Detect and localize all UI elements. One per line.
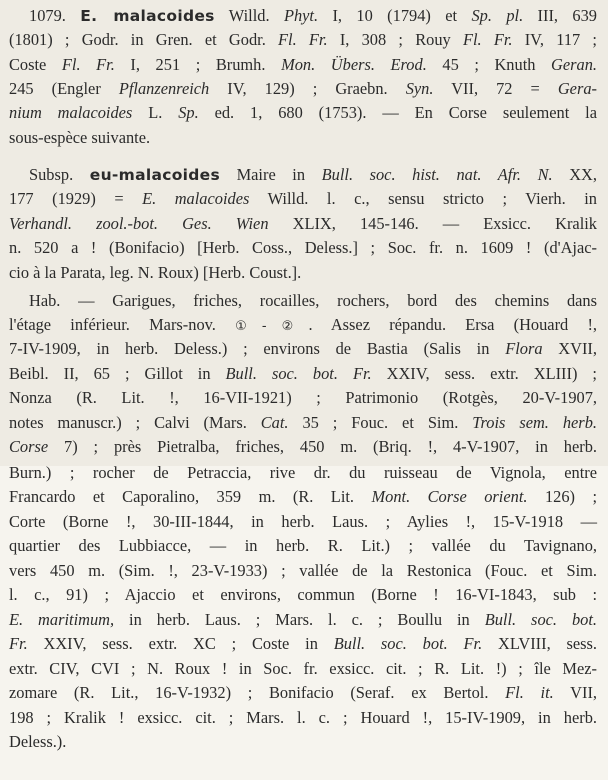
text-line (9, 261, 597, 285)
text-run: l'étage inférieur. Mars-nov. (9, 315, 236, 334)
text-line (9, 362, 597, 386)
text-run: 45 ; Knuth (426, 55, 552, 74)
text-run: VII, (553, 683, 597, 702)
text-line (9, 187, 597, 211)
text-run: Nonza (R. Lit. !, 16-VII-1921) ; Patrimonio (Rotgès, 20-V-1907, (9, 388, 597, 407)
text-line (9, 101, 597, 125)
text-run: I, 308 ; Rouy (327, 30, 463, 49)
entry-number: 1079. (29, 6, 66, 25)
text-run: 177 (1929) = (9, 189, 143, 208)
italic-run: Fl. Fr. (61, 55, 115, 74)
italic-run: Fl. Fr. (278, 30, 328, 49)
italic-run: Syn. (405, 79, 434, 98)
text-run: 198 ; Kralik ! exsicc. cit. ; Mars. l. c. ; Houard !, 15-IV-1909, in herb. (9, 708, 597, 727)
text-run: XX, (552, 165, 597, 184)
text-run: sous-espèce suivante. (9, 128, 151, 147)
italic-run: Corse (9, 437, 49, 456)
text-run: (1801) ; Godr. in Gren. et Godr. (9, 30, 279, 49)
text-run: l. c., 91) ; Ajaccio et environs, commun (Borne ! 16-VI-1843, sub : (9, 585, 597, 604)
italic-run: Bull. soc. bot. (484, 610, 597, 629)
text-line (9, 4, 597, 28)
text-run: XLVIII, sess. (482, 634, 598, 653)
italic-run: Bull. soc. bot. Fr. (333, 634, 483, 653)
text-run: Willd. l. c., sensu stricto ; Vierh. in (249, 189, 597, 208)
text-line (9, 657, 597, 681)
text-run: n. 520 a ! (Bonifacio) [Herb. Coss., Deless.] ; Soc. fr. n. 1609 ! (d'Ajac- (9, 238, 597, 257)
italic-run: Flora (505, 339, 543, 358)
text-line (9, 681, 597, 705)
text-run: XLIX, 145-146. — Exsicc. Kralik (268, 214, 597, 233)
italic-run: Bull. soc. hist. nat. Afr. N. (321, 165, 553, 184)
text-line (9, 53, 597, 77)
text-line (9, 411, 597, 435)
text-run: 7) ; près Pietralba, friches, 450 m. (Briq. !, 4-V-1907, in herb. (48, 437, 597, 456)
italic-run: Bull. soc. bot. Fr. (225, 364, 372, 383)
text-line (9, 485, 597, 509)
text-run: cio à la Parata, leg. N. Roux) [Herb. Coust.]. (9, 263, 302, 282)
text-run: quartier des Lubbiacce, — in herb. R. Lit.) ; vallée du Tavignano, (9, 536, 597, 555)
text-run: L. (132, 103, 179, 122)
text-line (9, 337, 597, 361)
text-line (9, 730, 597, 754)
text-line (9, 583, 597, 607)
text-run: 7-IV-1909, in herb. Deless.) ; environs de Bastia (Salis in (9, 339, 506, 358)
italic-run: E. malacoides (142, 189, 250, 208)
text-line (9, 212, 597, 236)
text-line (9, 163, 597, 187)
text-run: Willd. (214, 6, 284, 25)
subspecies-name: eu-malacoides (89, 166, 221, 184)
text-run: VII, 72 = (433, 79, 558, 98)
text-run: vers 450 m. (Sim. !, 23-V-1933) ; vallée de la Restonica (Fouc. et Sim. (9, 561, 597, 580)
italic-run: Mont. Corse orient. (371, 487, 528, 506)
italic-run: Fl. it. (505, 683, 554, 702)
text-run: Hab. — Garigues, friches, rocailles, rochers, bord des chemins dans (29, 291, 597, 310)
text-run: 35 ; Fouc. et Sim. (288, 413, 473, 432)
text-run: zomare (R. Lit., 16-V-1932) ; Bonifacio (Seraf. ex Bertol. (9, 683, 506, 702)
italic-run: Fr. (9, 634, 28, 653)
text-run: Maire in (220, 165, 322, 184)
text-line (9, 236, 597, 260)
italic-run: Pflanzenreich (118, 79, 210, 98)
text-line (9, 386, 597, 410)
italic-run: Mon. Übers. Erod. (281, 55, 427, 74)
text-line (9, 706, 597, 730)
text-line (9, 435, 597, 459)
text-run: ed. 1, 680 (1753). — En Corse seulement la (198, 103, 597, 122)
text-line (9, 632, 597, 656)
text-run: XVII, (542, 339, 597, 358)
italic-run: Trois sem. herb. (472, 413, 597, 432)
italic-run: Fl. Fr. (462, 30, 513, 49)
text-run: IV, 129) ; Graebn. (209, 79, 406, 98)
text-run: ①-② (235, 319, 309, 334)
text-line (9, 28, 597, 52)
italic-run: Geran. (551, 55, 598, 74)
text-run: Beibl. II, 65 ; Gillot in (9, 364, 226, 383)
text-line (9, 126, 597, 150)
text-run: I, 10 (1794) et (318, 6, 472, 25)
text-run: in herb. Laus. ; Mars. l. c. ; Boullu in (114, 610, 485, 629)
italic-run: Verhandl. zool.-bot. Ges. Wien (9, 214, 269, 233)
text-run: 245 (Engler (9, 79, 119, 98)
text-line (9, 77, 597, 101)
text-line (9, 608, 597, 632)
text-run: Deless.). (9, 732, 67, 751)
text-line (9, 559, 597, 583)
text-line (9, 289, 597, 313)
italic-run: Sp. (178, 103, 199, 122)
italic-run: E. maritimum, (9, 610, 115, 629)
italic-run: Gera- (557, 79, 597, 98)
text-run: notes manuscr.) ; Calvi (Mars. (9, 413, 261, 432)
text-line (9, 534, 597, 558)
text-run: III, 639 (523, 6, 597, 25)
text-run: Burn.) ; rocher de Petraccia, rive dr. du ruisseau de Vignola, entre (9, 463, 597, 482)
species-name: E. malacoides (80, 7, 215, 25)
text-run: Francardo et Caporalino, 359 m. (R. Lit. (9, 487, 372, 506)
italic-run: Sp. pl. (471, 6, 524, 25)
text-run: IV, 117 ; (512, 30, 597, 49)
italic-run: Cat. (260, 413, 289, 432)
text-line (9, 461, 597, 485)
subspecies-label: Subsp. (29, 165, 74, 184)
text-run: Corte (Borne !, 30-III-1844, in herb. Laus. ; Aylies !, 15-V-1918 — (9, 512, 597, 531)
text-run: . Assez répandu. Ersa (Houard !, (308, 315, 597, 334)
italic-run: Phyt. (283, 6, 319, 25)
text-run: I, 251 ; Brumh. (114, 55, 282, 74)
text-run: Coste (9, 55, 62, 74)
text-run: extr. CIV, CVI ; N. Roux ! in Soc. fr. exsicc. cit. ; R. Lit. !) ; île Mez- (9, 659, 597, 678)
italic-run: nium malacoides (9, 103, 133, 122)
text-line (9, 510, 597, 534)
text-run: XXIV, sess. extr. XLIII) ; (371, 364, 597, 383)
text-line (9, 313, 597, 339)
text-run: 126) ; (527, 487, 597, 506)
text-run: XXIV, sess. extr. XC ; Coste in (27, 634, 334, 653)
